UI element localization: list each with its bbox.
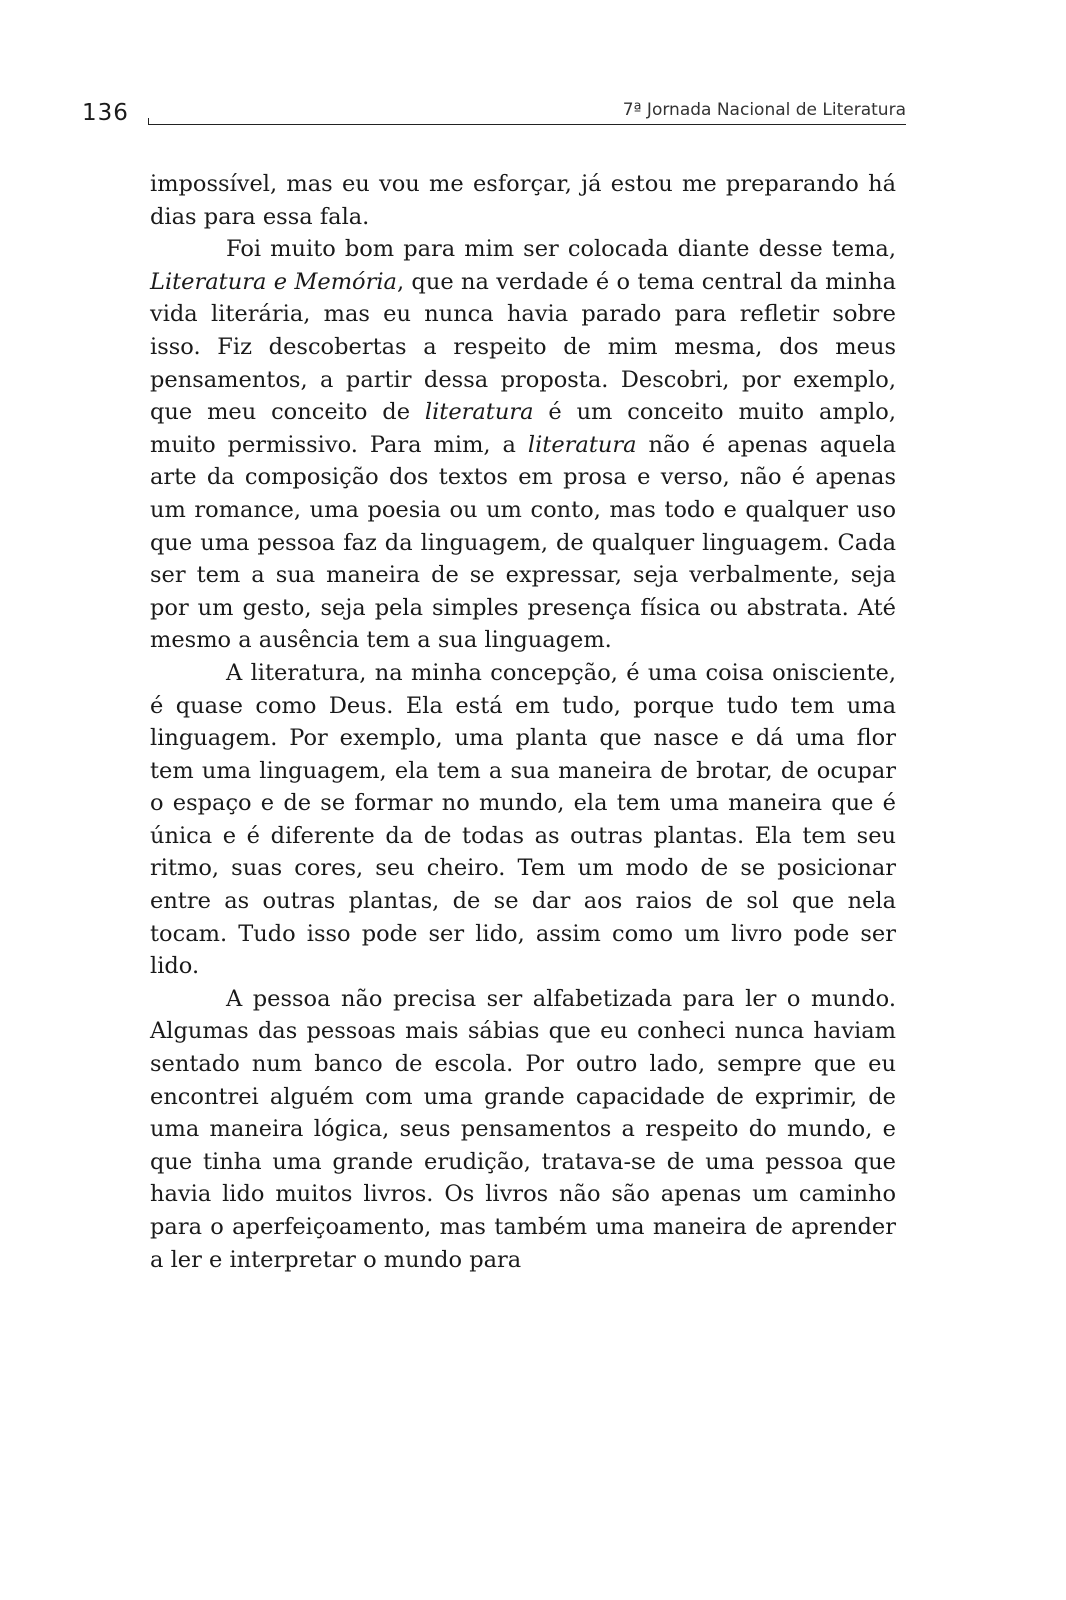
body-text xyxy=(150,168,896,1276)
paragraph-2-italic-title: Literatura e Memória xyxy=(150,268,397,295)
paragraph-3: A literatura, na minha concepção, é uma coisa onisciente, é quase como Deus. Ela está em tudo, porque tudo tem uma linguagem. Por exemplo, uma planta que nasce e dá uma flor tem uma linguagem, ela tem a sua maneira de brotar, de ocupar o espaço e de se formar no mundo, ela tem uma maneira que é única e é diferente da de todas as outras plantas. Ela tem seu ritmo, suas cores, seu cheiro. Tem um modo de se posicionar entre as outras plantas, de se dar aos raios de sol que nela tocam. Tudo isso pode ser lido, assim como um livro pode ser lido. xyxy=(150,659,896,980)
paragraph-4: A pessoa não precisa ser alfabetizada para ler o mundo. Algumas das pessoas mais sábias que eu conheci nunca haviam sentado num banco de escola. Por outro lado, sempre que eu encontrei alguém com uma grande capacidade de exprimir, de uma maneira lógica, seus pensamentos a respeito do mundo, e que tinha uma grande erudição, tratava-se de uma pessoa que havia lido muitos livros. Os livros não são apenas um caminho para o aperfeiçoamento, mas também uma maneira de aprender a ler e interpretar o mundo para xyxy=(150,985,896,1273)
paragraph-2-text-d: não é apenas aquela arte da composição dos textos em prosa e verso, não é apenas um romance, uma poesia ou um conto, mas todo e qualquer uso que uma pessoa faz da linguagem, de qualquer linguagem. Cada ser tem a sua maneira de se expressar, seja verbalmente, seja por um gesto, seja pela simples presença física ou abstrata. Até mesmo a ausência tem a sua linguagem. xyxy=(150,431,896,654)
paragraph-1: impossível, mas eu vou me esforçar, já estou me preparando há dias para essa fala. xyxy=(150,171,896,230)
paragraph-2-italic-term-2: literatura xyxy=(527,431,637,458)
running-header xyxy=(82,98,906,128)
paragraph-2-text-b: , que na verdade é o tema central da minha vida literária, mas eu nunca havia parado para refletir sobre isso. Fiz descobertas a respeito de mim mesma, dos meus pensamentos, a partir dessa proposta. Descobri, por exemplo, que meu conceito de xyxy=(150,268,897,426)
running-title: 7ª Jornada Nacional de Literatura xyxy=(622,100,906,120)
paragraph-2-text-c: é um conceito muito amplo, muito permissivo. Para mim, a xyxy=(150,399,896,458)
header-rule xyxy=(148,124,906,125)
page-number: 136 xyxy=(82,100,129,126)
paragraph-2-italic-term-1: literatura xyxy=(424,399,534,426)
paragraph-2-text-a: Foi muito bom para mim ser colocada diante desse tema, xyxy=(226,236,896,263)
paragraph-2 xyxy=(150,233,896,657)
